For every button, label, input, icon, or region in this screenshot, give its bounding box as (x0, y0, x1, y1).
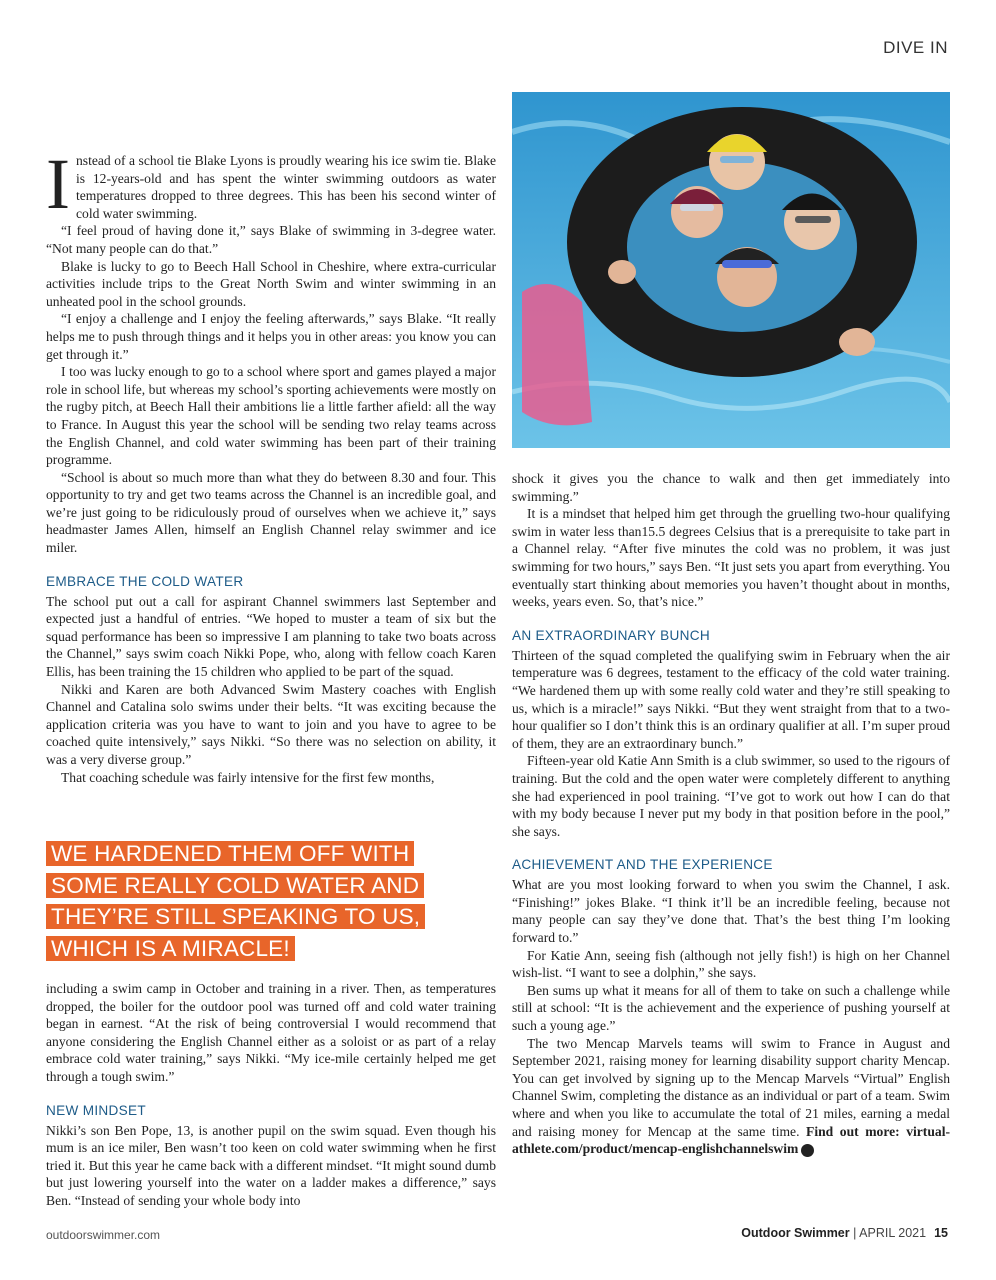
paragraph: For Katie Ann, seeing fish (although not jelly fish!) is high on her Channel wish-list. “I want to see a dolphin,” she says. (512, 947, 950, 981)
paragraph: “School is about so much more than what they do between 8.30 and four. This opportunity to try and get two teams across the Channel is an incredible goal, and we’re just going to be ridiculously proud of ourselves when we achieve it,” says headmaster James Allen, himself an English Channel relay swimmer and ice miler. (46, 469, 496, 556)
swimmers-illustration (512, 92, 950, 448)
paragraph: The two Mencap Marvels teams will swim to France in August and September 2021, raising money for learning disability support charity Mencap. You can get involved by signing up to the Mencap Marvels “Virtual” English Channel Swim, completing the distance as an individual or part of a team. Swim where and when you like to accumulate the total of 21 miles, earning a medal and raising money for Mencap at the same time. Find out more: virtual-athlete.com/product/mencap-englishchannelswim (512, 1035, 950, 1157)
paragraph: The school put out a call for aspirant Channel swimmers last September and expected just a handful of entries. “We hoped to muster a team of six but the squad performance has been so impressive I am planning to take two boats across the Channel,” says swim coach Nikki Pope, who, along with fellow coach Karen Ellis, has been training the 15 children who applied to be part of the squad. (46, 593, 496, 680)
article-column-left (46, 144, 496, 786)
pull-quote-line: SOME REALLY COLD WATER AND (46, 873, 424, 898)
paragraph: Nikki and Karen are both Advanced Swim Mastery coaches with English Channel and Catalina solo swims under their belts. “It was exciting because the application criteria was you have to want to join and you have to agree to be coached quite intensively,” says Nikki. “So there was no selection on ability, it was a very diverse group.” (46, 681, 496, 767)
paragraph: What are you most looking forward to when you swim the Channel, I ask. “Finishing!” jokes Blake. “I think it’ll be an incredible feeling, because not many people can say they’ve done that. That’s the best thing I’m looking forward to.” (512, 877, 950, 946)
subheading-embrace: EMBRACE THE COLD WATER (46, 573, 244, 589)
pull-quote (46, 838, 486, 964)
article-column-left-bottom (46, 980, 496, 1210)
pull-quote-line: THEY’RE STILL SPEAKING TO US, (46, 904, 425, 929)
pull-quote-line: WE HARDENED THEM OFF WITH (46, 841, 414, 866)
pull-quote-line: WHICH IS A MIRACLE! (46, 936, 295, 961)
footer-folio: Outdoor Swimmer | APRIL 2021 15 (741, 1226, 948, 1240)
paragraph: Thirteen of the squad completed the qualifying swim in February when the air temperature was 6 degrees, testament to the efficacy of the cold water training. “We hardened them up with some really cold water and they’re still speaking to us, which is a miracle!” says Nikki. “But they went straight from that to a two-hour qualifier so I don’t think this is an ordinary qualifier at all. I’m super proud of them, they are an extraordinary bunch.” (512, 647, 950, 751)
subheading-bunch: AN EXTRAORDINARY BUNCH (512, 627, 710, 643)
paragraph: It is a mindset that helped him get through the gruelling two-hour qualifying swim in water less than15.5 degrees Celsius that is a prerequisite to take part in a Channel relay. “After five minutes the cold was no problem, it was just swimming for two hours,” says Ben. “It just sets you apart from everything. You eventually start thinking about memories you haven’t thought about in months, weeks, years even. So, that’s nice.” (512, 506, 950, 610)
subheading-mindset: NEW MINDSET (46, 1102, 146, 1118)
end-mark-icon (801, 1144, 814, 1157)
paragraph: Fifteen-year old Katie Ann Smith is a club swimmer, so used to the rigours of training. But the cold and the open water were completely different to anything she had experienced in pool training. “I’ve got to work out how I can do that with my body because I never put my body in that position before in the pool,” she says. (512, 753, 950, 839)
swimmers-photo (512, 92, 950, 448)
issue-date: APRIL 2021 (859, 1226, 927, 1240)
subheading-achievement: ACHIEVEMENT AND THE EXPERIENCE (512, 857, 773, 873)
section-tag: DIVE IN (883, 38, 948, 57)
paragraph-intro: Instead of a school tie Blake Lyons is proudly wearing his ice swim tie. Blake is 12-years-old and has spent the winter swimming outdoors as water temperatures dropped to three degrees. This has been his second winter of cold water swimming. (46, 144, 496, 224)
paragraph: shock it gives you the chance to walk and then get immediately into swimming.” (512, 471, 950, 504)
page-number: 15 (934, 1226, 948, 1240)
paragraph: Blake is lucky to go to Beech Hall School in Cheshire, where extra-curricular activities include trips to the Great North Swim and winter swimming in an unheated pool in the school grounds. (46, 258, 496, 309)
paragraph: I too was lucky enough to go to a school where sport and games played a major role in school life, but whereas my school’s sporting achievements were mostly on the rugby pitch, at Beech Hall their ambitions lie a little farther afield: all the way to France. In August this year the school will be sending two relay teams across the English Channel, and cold water swimming has been part of their training programme. (46, 364, 496, 468)
find-out-more-link[interactable]: Find out more: virtual-athlete.com/product/mencap-englishchannelswim (512, 1123, 950, 1157)
paragraph: That coaching schedule was fairly intensive for the first few months, (61, 769, 435, 785)
paragraph: “I enjoy a challenge and I enjoy the feeling afterwards,” says Blake. “It really helps me to push through things and it helps you in other areas: you know you can get through it.” (46, 311, 496, 362)
magazine-name: Outdoor Swimmer (741, 1226, 850, 1240)
paragraph: Nikki’s son Ben Pope, 13, is another pupil on the swim squad. Even though his mum is an ice miler, Ben wasn’t too keen on cold water swimming when he first tried it. But this year he came back with a different mindset. “It might sound dumb but just lowering yourself into the water on a ladder makes a difference,” says Ben. “Instead of sending your whole body into (46, 1122, 496, 1208)
footer-website: outdoorswimmer.com (46, 1228, 161, 1242)
paragraph: including a swim camp in October and training in a river. Then, as temperatures dropped, the boiler for the outdoor pool was turned off and cold water training began in earnest. “At the risk of being controversial I would recommend that anyone considering the English Channel either as a soloist or as part of a relay embrace cold water training,” says Nikki. “My ice-mile certainly helped me get through a tough swim.” (46, 981, 496, 1084)
paragraph: “I feel proud of having done it,” says Blake of swimming in 3-degree water. “Not many people can do that.” (46, 223, 496, 256)
paragraph: Ben sums up what it means for all of them to take on such a challenge while still at school: “It is the achievement and the experience of pushing yourself at such a young age.” (512, 982, 950, 1034)
article-column-right (512, 470, 950, 1158)
drop-cap: I (46, 144, 70, 224)
